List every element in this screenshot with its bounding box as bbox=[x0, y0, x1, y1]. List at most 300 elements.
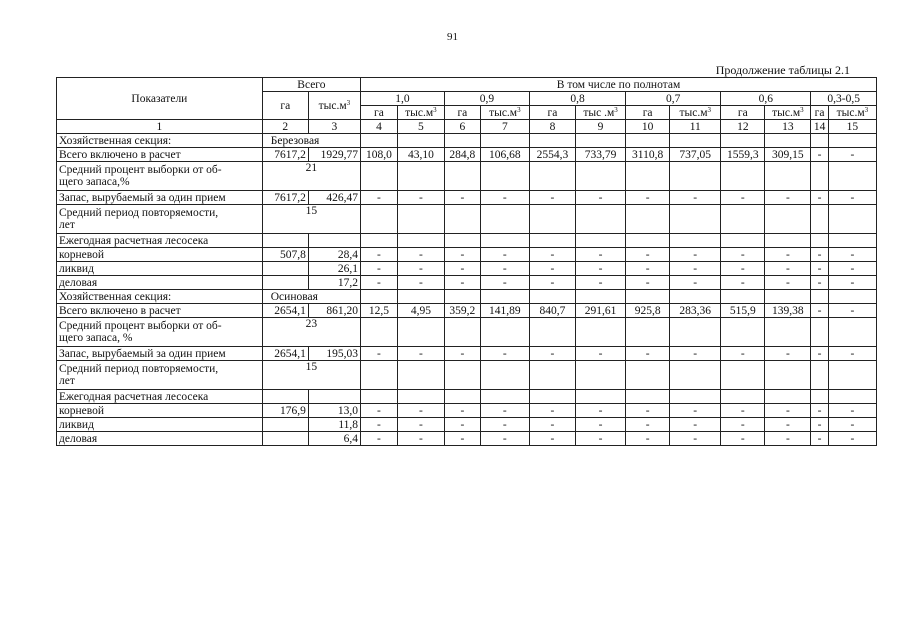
row-label-line: Средний период повторяемости, bbox=[59, 207, 219, 219]
empty-cell bbox=[444, 134, 480, 148]
empty-cell bbox=[828, 390, 876, 404]
empty-cell bbox=[397, 162, 444, 191]
value-cell: - bbox=[721, 276, 765, 290]
value-cell: - bbox=[670, 432, 721, 446]
empty-cell bbox=[529, 290, 575, 304]
row-label bbox=[57, 361, 263, 390]
value-cell: - bbox=[811, 148, 828, 162]
row-label bbox=[57, 318, 263, 347]
row-label: Ежегодная расчетная лесосека bbox=[57, 390, 263, 404]
row-label: ликвид bbox=[57, 262, 263, 276]
m3-subheader: $тыс.м^3$ bbox=[480, 106, 529, 120]
empty-cell bbox=[721, 290, 765, 304]
row-label: Запас, вырубаемый за один прием bbox=[57, 347, 263, 361]
empty-cell bbox=[828, 318, 876, 347]
value-cell: 28,4 bbox=[308, 248, 360, 262]
value-cell: 106,68 bbox=[480, 148, 529, 162]
value-cell: - bbox=[361, 276, 398, 290]
value-cell: - bbox=[529, 432, 575, 446]
empty-cell bbox=[529, 234, 575, 248]
value-cell: 284,8 bbox=[444, 148, 480, 162]
value-cell: - bbox=[811, 248, 828, 262]
value-cell: - bbox=[575, 347, 625, 361]
value-cell: 11,8 bbox=[308, 418, 360, 432]
empty-cell bbox=[444, 162, 480, 191]
value-cell: - bbox=[529, 191, 575, 205]
value-cell: - bbox=[626, 347, 670, 361]
column-number: 14 bbox=[811, 120, 828, 134]
value-cell: - bbox=[721, 248, 765, 262]
row-label bbox=[57, 205, 263, 234]
value-cell: - bbox=[828, 191, 876, 205]
empty-cell bbox=[397, 290, 444, 304]
row-label-line: Средний процент выборки от об- bbox=[59, 164, 222, 176]
empty-cell bbox=[529, 390, 575, 404]
row-label: деловая bbox=[57, 276, 263, 290]
value-cell: - bbox=[444, 248, 480, 262]
indicators-header: Показатели bbox=[57, 78, 263, 120]
value-cell: - bbox=[361, 404, 398, 418]
value-cell: 15 bbox=[262, 205, 360, 234]
value-cell bbox=[262, 432, 308, 446]
empty-cell bbox=[670, 234, 721, 248]
column-number: 4 bbox=[361, 120, 398, 134]
empty-cell bbox=[575, 162, 625, 191]
density-header: 1,0 bbox=[361, 92, 445, 106]
table-body bbox=[57, 134, 877, 446]
row-label: ликвид bbox=[57, 418, 263, 432]
value-cell: - bbox=[828, 432, 876, 446]
value-cell: - bbox=[575, 248, 625, 262]
value-cell: - bbox=[811, 262, 828, 276]
value-cell: 176,9 bbox=[262, 404, 308, 418]
empty-cell bbox=[670, 318, 721, 347]
value-cell: - bbox=[721, 418, 765, 432]
value-cell: 359,2 bbox=[444, 304, 480, 318]
row-label: корневой bbox=[57, 404, 263, 418]
empty-cell bbox=[361, 234, 398, 248]
empty-cell bbox=[444, 205, 480, 234]
value-cell: 13,0 bbox=[308, 404, 360, 418]
empty-cell bbox=[444, 361, 480, 390]
empty-cell bbox=[397, 134, 444, 148]
value-cell: 925,8 bbox=[626, 304, 670, 318]
value-cell: 733,79 bbox=[575, 148, 625, 162]
empty-cell bbox=[444, 290, 480, 304]
value-cell: - bbox=[626, 432, 670, 446]
total-included-row bbox=[57, 148, 877, 162]
value-cell: 426,47 bbox=[308, 191, 360, 205]
empty-cell bbox=[626, 162, 670, 191]
value-cell: - bbox=[444, 432, 480, 446]
section-header-row bbox=[57, 134, 877, 148]
value-cell: 15 bbox=[262, 361, 360, 390]
value-cell: - bbox=[811, 276, 828, 290]
row-label-line: Средний период повторяемости, bbox=[59, 363, 219, 375]
section-label: Хозяйственная секция: bbox=[57, 290, 263, 304]
empty-cell bbox=[529, 134, 575, 148]
empty-cell bbox=[828, 134, 876, 148]
value-cell: - bbox=[480, 404, 529, 418]
column-number: 15 bbox=[828, 120, 876, 134]
column-number: 1 bbox=[57, 120, 263, 134]
empty-cell bbox=[765, 234, 811, 248]
section-header-row bbox=[57, 290, 877, 304]
value-cell: - bbox=[670, 248, 721, 262]
value-cell: - bbox=[529, 404, 575, 418]
column-number: 9 bbox=[575, 120, 625, 134]
empty-cell bbox=[397, 234, 444, 248]
column-number: 2 bbox=[262, 120, 308, 134]
value-cell: 23 bbox=[262, 318, 360, 347]
empty-cell bbox=[828, 361, 876, 390]
section-species: Осиновая bbox=[262, 290, 360, 304]
value-cell: - bbox=[811, 418, 828, 432]
value-cell: - bbox=[670, 191, 721, 205]
value-cell: 507,8 bbox=[262, 248, 308, 262]
page-number: 91 bbox=[447, 31, 458, 43]
empty-cell bbox=[361, 162, 398, 191]
row-label-line: щего запаса, % bbox=[59, 332, 133, 344]
value-cell: - bbox=[626, 276, 670, 290]
total-included-row bbox=[57, 304, 877, 318]
empty-cell bbox=[480, 134, 529, 148]
value-cell: 309,15 bbox=[765, 148, 811, 162]
avg-percent-row bbox=[57, 162, 877, 191]
column-number: 7 bbox=[480, 120, 529, 134]
value-cell: - bbox=[828, 347, 876, 361]
empty-cell bbox=[361, 134, 398, 148]
ha-subheader: га bbox=[361, 106, 398, 120]
value-cell: 283,36 bbox=[670, 304, 721, 318]
value-cell: - bbox=[361, 418, 398, 432]
value-cell: - bbox=[575, 191, 625, 205]
value-cell: - bbox=[397, 262, 444, 276]
empty-cell bbox=[828, 234, 876, 248]
m3-subheader: $тыс.м^3$ bbox=[828, 106, 876, 120]
value-cell: - bbox=[444, 191, 480, 205]
m3-subheader: тыс $.м^3$ bbox=[575, 106, 625, 120]
empty-cell bbox=[262, 390, 308, 404]
row-label: Запас, вырубаемый за один прием bbox=[57, 191, 263, 205]
empty-cell bbox=[765, 134, 811, 148]
value-cell: 2554,3 bbox=[529, 148, 575, 162]
annual-cut-row bbox=[57, 418, 877, 432]
value-cell: - bbox=[480, 418, 529, 432]
empty-cell bbox=[828, 290, 876, 304]
value-cell: - bbox=[361, 262, 398, 276]
value-cell: - bbox=[670, 418, 721, 432]
empty-cell bbox=[361, 205, 398, 234]
empty-cell bbox=[626, 205, 670, 234]
value-cell: - bbox=[828, 418, 876, 432]
density-header: 0,9 bbox=[444, 92, 529, 106]
empty-cell bbox=[262, 234, 308, 248]
value-cell: 515,9 bbox=[721, 304, 765, 318]
value-cell: 840,7 bbox=[529, 304, 575, 318]
value-cell: - bbox=[361, 432, 398, 446]
ha-subheader: га bbox=[529, 106, 575, 120]
value-cell: - bbox=[670, 276, 721, 290]
value-cell: - bbox=[480, 191, 529, 205]
empty-cell bbox=[811, 134, 828, 148]
empty-cell bbox=[444, 234, 480, 248]
empty-cell bbox=[765, 162, 811, 191]
section-label: Хозяйственная секция: bbox=[57, 134, 263, 148]
column-numbers-row bbox=[57, 120, 877, 134]
empty-cell bbox=[828, 162, 876, 191]
value-cell: - bbox=[529, 248, 575, 262]
empty-cell bbox=[626, 290, 670, 304]
ha-subheader: га bbox=[721, 106, 765, 120]
empty-cell bbox=[575, 318, 625, 347]
row-label: деловая bbox=[57, 432, 263, 446]
value-cell: 1559,3 bbox=[721, 148, 765, 162]
value-cell: - bbox=[721, 404, 765, 418]
row-label-line: Средний процент выборки от об- bbox=[59, 320, 222, 332]
value-cell: - bbox=[721, 347, 765, 361]
value-cell: - bbox=[765, 347, 811, 361]
value-cell: 12,5 bbox=[361, 304, 398, 318]
empty-cell bbox=[765, 361, 811, 390]
empty-cell bbox=[626, 361, 670, 390]
value-cell: - bbox=[397, 418, 444, 432]
empty-cell bbox=[397, 318, 444, 347]
empty-cell bbox=[361, 318, 398, 347]
value-cell: - bbox=[765, 248, 811, 262]
value-cell: - bbox=[397, 276, 444, 290]
empty-cell bbox=[765, 318, 811, 347]
empty-cell bbox=[811, 290, 828, 304]
empty-cell bbox=[480, 361, 529, 390]
empty-cell bbox=[575, 361, 625, 390]
empty-cell bbox=[765, 205, 811, 234]
row-label-line: лет bbox=[59, 219, 75, 231]
empty-cell bbox=[529, 318, 575, 347]
value-cell: - bbox=[444, 418, 480, 432]
value-cell: - bbox=[811, 191, 828, 205]
annual-cut-row bbox=[57, 404, 877, 418]
total-m3-header: $тыс.м^3$ bbox=[308, 92, 360, 120]
value-cell: - bbox=[575, 276, 625, 290]
value-cell: - bbox=[828, 262, 876, 276]
value-cell: - bbox=[626, 191, 670, 205]
value-cell: - bbox=[765, 418, 811, 432]
value-cell: - bbox=[721, 191, 765, 205]
annual-cut-row bbox=[57, 248, 877, 262]
empty-cell bbox=[721, 361, 765, 390]
value-cell: - bbox=[670, 262, 721, 276]
value-cell: 291,61 bbox=[575, 304, 625, 318]
value-cell: - bbox=[811, 347, 828, 361]
empty-cell bbox=[361, 361, 398, 390]
total-ha-header: га bbox=[262, 92, 308, 120]
value-cell: - bbox=[397, 347, 444, 361]
row-label: Всего включено в расчет bbox=[57, 148, 263, 162]
m3-subheader: $тыс.м^3$ bbox=[670, 106, 721, 120]
value-cell: - bbox=[575, 418, 625, 432]
value-cell: - bbox=[361, 191, 398, 205]
value-cell: - bbox=[444, 347, 480, 361]
value-cell: - bbox=[626, 262, 670, 276]
value-cell: - bbox=[765, 404, 811, 418]
value-cell: - bbox=[529, 262, 575, 276]
value-cell: - bbox=[444, 262, 480, 276]
value-cell: - bbox=[444, 404, 480, 418]
value-cell: - bbox=[670, 347, 721, 361]
empty-cell bbox=[828, 205, 876, 234]
column-number: 12 bbox=[721, 120, 765, 134]
including-header: В том числе по полнотам bbox=[361, 78, 877, 92]
empty-cell bbox=[480, 318, 529, 347]
avg-percent-row bbox=[57, 318, 877, 347]
value-cell: - bbox=[765, 432, 811, 446]
total-header: Всего bbox=[262, 78, 360, 92]
empty-cell bbox=[397, 205, 444, 234]
empty-cell bbox=[670, 361, 721, 390]
empty-cell bbox=[361, 390, 398, 404]
annual-cut-row bbox=[57, 276, 877, 290]
value-cell: - bbox=[480, 276, 529, 290]
value-cell: - bbox=[828, 304, 876, 318]
value-cell: - bbox=[361, 347, 398, 361]
value-cell: - bbox=[575, 404, 625, 418]
value-cell: 2654,1 bbox=[262, 347, 308, 361]
value-cell: 195,03 bbox=[308, 347, 360, 361]
value-cell: - bbox=[529, 276, 575, 290]
empty-cell bbox=[811, 361, 828, 390]
empty-cell bbox=[626, 234, 670, 248]
empty-cell bbox=[626, 134, 670, 148]
value-cell: 26,1 bbox=[308, 262, 360, 276]
value-cell: 108,0 bbox=[361, 148, 398, 162]
empty-cell bbox=[308, 390, 360, 404]
empty-cell bbox=[811, 234, 828, 248]
empty-cell bbox=[529, 205, 575, 234]
empty-cell bbox=[811, 162, 828, 191]
empty-cell bbox=[444, 390, 480, 404]
value-cell: - bbox=[444, 276, 480, 290]
row-label-line: щего запаса,% bbox=[59, 176, 130, 188]
empty-cell bbox=[721, 162, 765, 191]
column-number: 10 bbox=[626, 120, 670, 134]
value-cell: 6,4 bbox=[308, 432, 360, 446]
value-cell: 17,2 bbox=[308, 276, 360, 290]
empty-cell bbox=[529, 162, 575, 191]
value-cell: - bbox=[575, 432, 625, 446]
empty-cell bbox=[811, 390, 828, 404]
value-cell: - bbox=[721, 432, 765, 446]
value-cell: - bbox=[828, 248, 876, 262]
value-cell: - bbox=[811, 304, 828, 318]
value-cell: - bbox=[828, 276, 876, 290]
empty-cell bbox=[361, 290, 398, 304]
empty-cell bbox=[721, 205, 765, 234]
value-cell: 4,95 bbox=[397, 304, 444, 318]
value-cell: 861,20 bbox=[308, 304, 360, 318]
value-cell: - bbox=[626, 248, 670, 262]
ha-subheader: га bbox=[811, 106, 828, 120]
row-label: Ежегодная расчетная лесосека bbox=[57, 234, 263, 248]
value-cell: - bbox=[397, 432, 444, 446]
value-cell: 3110,8 bbox=[626, 148, 670, 162]
value-cell: - bbox=[765, 262, 811, 276]
m3-subheader: $тыс.м^3$ bbox=[765, 106, 811, 120]
empty-cell bbox=[397, 390, 444, 404]
density-header: 0,8 bbox=[529, 92, 625, 106]
empty-cell bbox=[575, 134, 625, 148]
stock-per-cut-row bbox=[57, 347, 877, 361]
value-cell: - bbox=[529, 418, 575, 432]
annual-cut-label-row bbox=[57, 390, 877, 404]
value-cell bbox=[262, 418, 308, 432]
value-cell: - bbox=[626, 404, 670, 418]
forest-harvest-table bbox=[56, 77, 877, 446]
empty-cell bbox=[670, 162, 721, 191]
empty-cell bbox=[397, 361, 444, 390]
value-cell: 7617,2 bbox=[262, 191, 308, 205]
empty-cell bbox=[721, 390, 765, 404]
empty-cell bbox=[670, 390, 721, 404]
ha-subheader: га bbox=[444, 106, 480, 120]
table-continuation-label: Продолжение таблицы 2.1 bbox=[715, 63, 850, 77]
empty-cell bbox=[444, 318, 480, 347]
value-cell bbox=[262, 262, 308, 276]
empty-cell bbox=[575, 234, 625, 248]
value-cell: - bbox=[397, 404, 444, 418]
annual-cut-label-row bbox=[57, 234, 877, 248]
empty-cell bbox=[811, 205, 828, 234]
empty-cell bbox=[721, 134, 765, 148]
value-cell: - bbox=[397, 248, 444, 262]
m3-subheader: $тыс.м^3$ bbox=[397, 106, 444, 120]
value-cell: - bbox=[575, 262, 625, 276]
empty-cell bbox=[575, 290, 625, 304]
density-header: 0,7 bbox=[626, 92, 721, 106]
header-row-1 bbox=[57, 78, 877, 92]
column-number: 6 bbox=[444, 120, 480, 134]
empty-cell bbox=[765, 290, 811, 304]
empty-cell bbox=[721, 318, 765, 347]
value-cell: - bbox=[361, 248, 398, 262]
value-cell: 43,10 bbox=[397, 148, 444, 162]
column-number: 11 bbox=[670, 120, 721, 134]
empty-cell bbox=[721, 234, 765, 248]
value-cell: - bbox=[626, 418, 670, 432]
empty-cell bbox=[480, 390, 529, 404]
value-cell: 141,89 bbox=[480, 304, 529, 318]
ha-subheader: га bbox=[626, 106, 670, 120]
column-number: 5 bbox=[397, 120, 444, 134]
stock-per-cut-row bbox=[57, 191, 877, 205]
value-cell: - bbox=[480, 262, 529, 276]
column-number: 8 bbox=[529, 120, 575, 134]
value-cell: - bbox=[828, 404, 876, 418]
empty-cell bbox=[811, 318, 828, 347]
row-label: корневой bbox=[57, 248, 263, 262]
avg-period-row bbox=[57, 205, 877, 234]
value-cell: 7617,2 bbox=[262, 148, 308, 162]
empty-cell bbox=[670, 134, 721, 148]
empty-cell bbox=[575, 205, 625, 234]
value-cell: - bbox=[765, 276, 811, 290]
value-cell: - bbox=[397, 191, 444, 205]
value-cell: 737,05 bbox=[670, 148, 721, 162]
value-cell: - bbox=[828, 148, 876, 162]
empty-cell bbox=[575, 390, 625, 404]
empty-cell bbox=[308, 234, 360, 248]
value-cell: - bbox=[480, 347, 529, 361]
